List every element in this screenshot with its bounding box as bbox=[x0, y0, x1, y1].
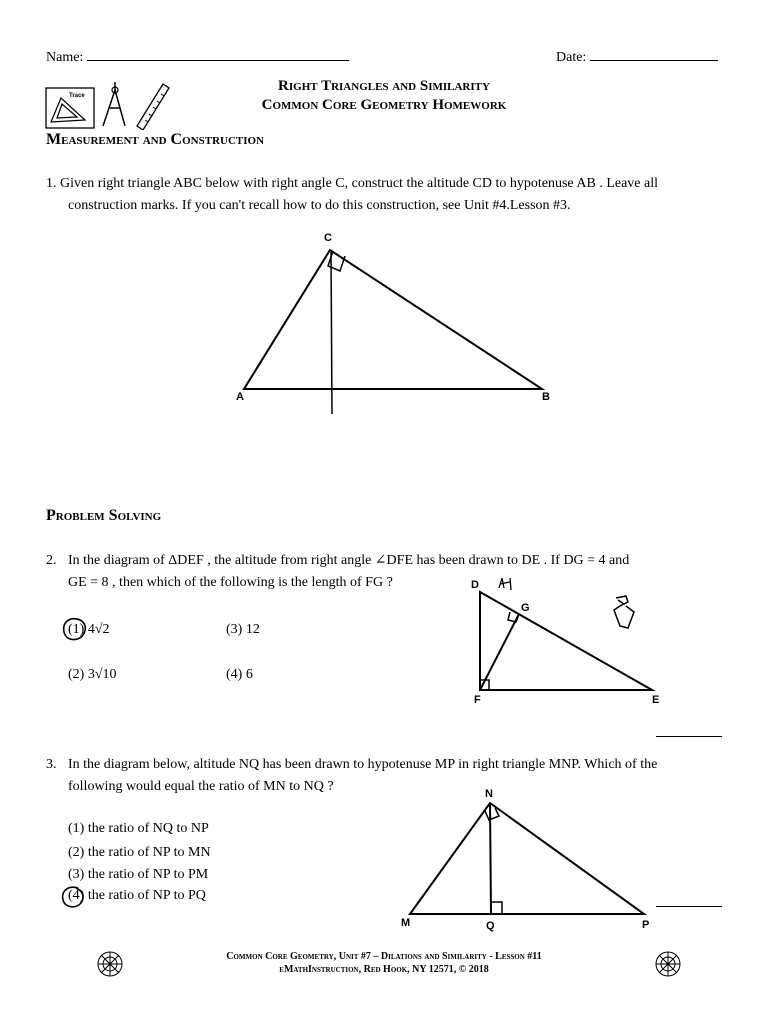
q3-answer-line[interactable] bbox=[656, 905, 722, 907]
q2-choice-2[interactable]: (2) 3√10 bbox=[68, 667, 117, 682]
q3-choice-4[interactable]: (4) the ratio of NP to PQ bbox=[68, 888, 206, 903]
title-line-2: Common Core Geometry Homework bbox=[261, 97, 507, 113]
q3-text-line-1: In the diagram below, altitude NQ has been drawn to hypotenuse MP in right triangle MNP. Which of the bbox=[68, 757, 658, 772]
q2-handwritten-circle bbox=[58, 612, 98, 644]
date-label: Date: bbox=[556, 50, 587, 65]
vertex-label-a: A bbox=[236, 391, 244, 403]
name-blank[interactable] bbox=[87, 48, 349, 61]
name-label: Name: bbox=[46, 50, 84, 65]
q2-text-line-1: In the diagram of ΔDEF , the altitude from right angle ∠DFE has been drawn to DE . If DG = 4 and bbox=[68, 553, 630, 568]
vertex-label-n: N bbox=[485, 788, 493, 800]
date-field[interactable] bbox=[556, 48, 718, 66]
vertex-label-d: D bbox=[471, 579, 479, 591]
right-angle-mark-n bbox=[485, 808, 499, 820]
handwritten-scribble bbox=[606, 592, 642, 632]
q1-text-line-1: 1. Given right triangle ABC below with right angle C, construct the altitude CD to hypotenuse AB . Leave all bbox=[46, 176, 659, 191]
q3-number: 3. bbox=[46, 757, 57, 772]
q2-choice-4[interactable]: (4) 6 bbox=[226, 667, 253, 682]
q2-text-line-2: GE = 8 , then which of the following is the length of FG ? bbox=[68, 575, 393, 590]
footer-line-1: Common Core Geometry, Unit #7 – Dilations and Similarity - Lesson #11 bbox=[226, 951, 542, 962]
vertex-label-g: G bbox=[521, 602, 530, 614]
q2-answer-line[interactable] bbox=[656, 735, 722, 737]
constructed-altitude-line bbox=[331, 252, 332, 414]
right-angle-mark-q bbox=[491, 902, 502, 914]
footer-web-icon-left bbox=[96, 950, 124, 978]
trace-label: Trace bbox=[69, 93, 85, 99]
section-problem-solving: Problem Solving bbox=[46, 507, 162, 524]
question-1 bbox=[46, 173, 726, 217]
title-line-1: Right Triangles and Similarity bbox=[278, 78, 490, 94]
triangle-abc bbox=[244, 250, 542, 389]
q2-choice-1[interactable]: (1) 4√2 bbox=[68, 622, 110, 637]
vertex-label-q: Q bbox=[486, 920, 495, 932]
vertex-label-f: F bbox=[474, 694, 481, 706]
q1-text-line-2: construction marks. If you can't recall how to do this construction, see Unit #4.Lesson #3. bbox=[68, 198, 571, 213]
footer-web-icon-right bbox=[654, 950, 682, 978]
q1-triangle-diagram bbox=[230, 228, 560, 423]
vertex-label-p: P bbox=[642, 919, 650, 931]
q3-triangle-diagram bbox=[396, 784, 666, 934]
section-measurement: Measurement and Construction bbox=[46, 131, 265, 148]
altitude-fg bbox=[480, 614, 519, 690]
handwritten-mark-d bbox=[499, 578, 511, 590]
date-blank[interactable] bbox=[590, 48, 718, 61]
q3-choice-3[interactable]: (3) the ratio of NP to PM bbox=[68, 867, 209, 882]
triangle-mnp bbox=[410, 803, 644, 914]
q2-number: 2. bbox=[46, 553, 57, 568]
name-field[interactable] bbox=[46, 48, 349, 66]
q2-choice-3[interactable]: (3) 12 bbox=[226, 622, 260, 637]
vertex-label-m: M bbox=[401, 917, 411, 929]
q3-text-line-2: following would equal the ratio of MN to NQ ? bbox=[68, 779, 334, 794]
vertex-label-c: C bbox=[324, 232, 332, 244]
q2-triangle-diagram bbox=[466, 574, 726, 709]
vertex-label-b: B bbox=[542, 391, 550, 403]
q3-choice-2[interactable]: (2) the ratio of NP to MN bbox=[68, 845, 211, 860]
vertex-label-e: E bbox=[652, 694, 660, 706]
footer-line-2: eMathInstruction, Red Hook, NY 12571, © 2018 bbox=[279, 964, 489, 975]
q3-choice-1[interactable]: (1) the ratio of NQ to NP bbox=[68, 821, 209, 836]
q3-handwritten-circle bbox=[58, 882, 92, 912]
